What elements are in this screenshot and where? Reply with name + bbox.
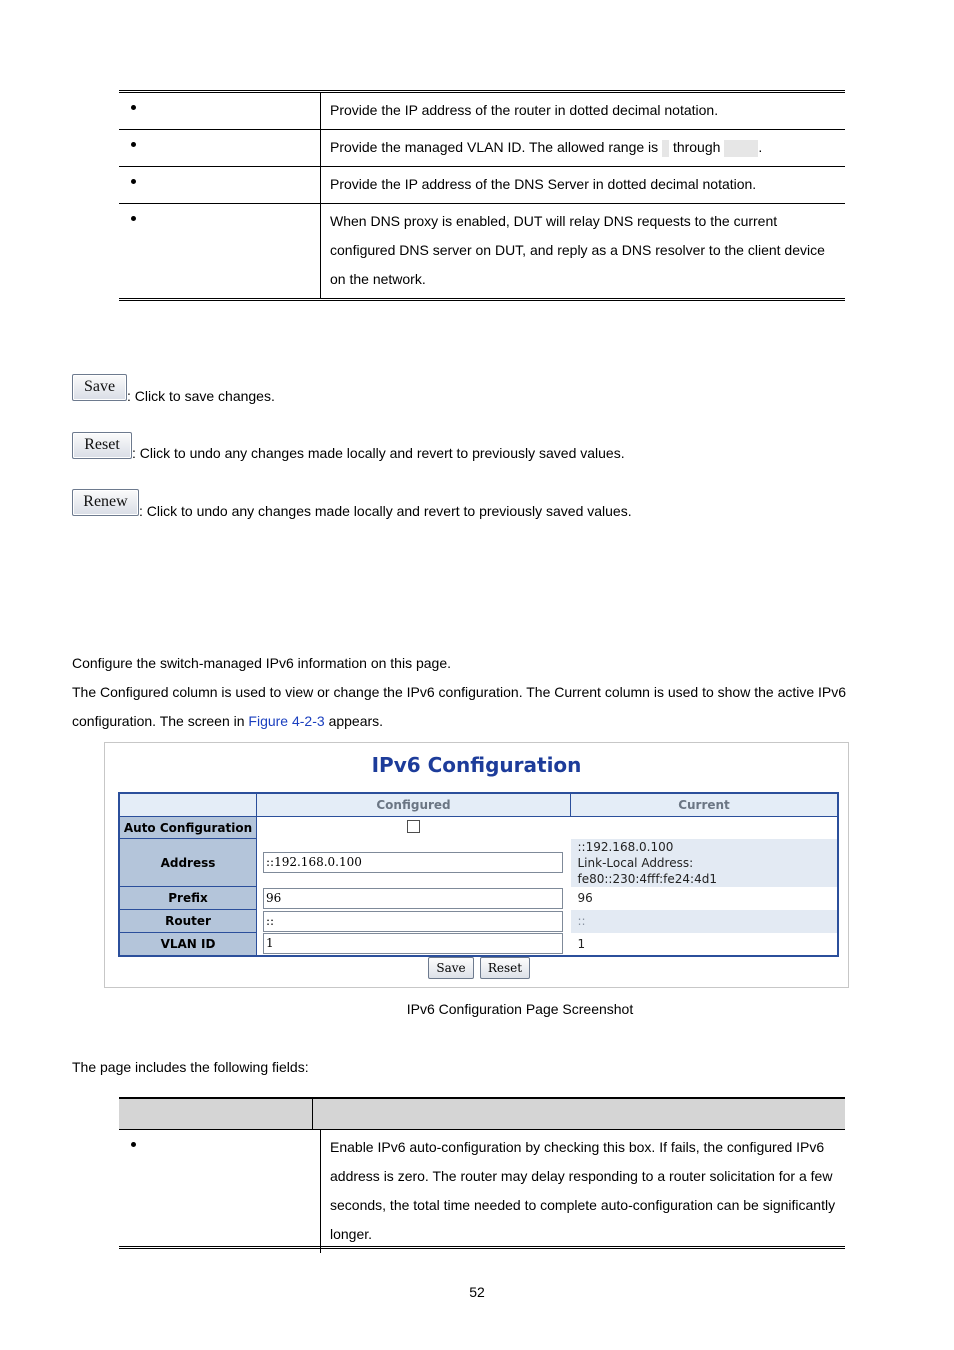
- renew-description: : Click to undo any changes made locally and revert to previously saved values.: [139, 503, 632, 519]
- bullet-icon: [131, 105, 136, 110]
- table-row: [119, 204, 845, 299]
- table-row: [119, 910, 838, 933]
- table2-bottom-rule: [119, 1246, 845, 1249]
- page-number: 52: [469, 1284, 485, 1300]
- range-max-value: [724, 140, 758, 157]
- table-row: [119, 887, 838, 910]
- column-header-configured: Configured: [257, 793, 571, 817]
- vlan-id-input[interactable]: 1: [263, 933, 563, 954]
- row-label-router: Router: [119, 910, 257, 933]
- table-row: [119, 130, 845, 167]
- prefix-input[interactable]: 96: [263, 888, 563, 909]
- current-router: ::: [571, 910, 839, 933]
- bullet-icon: [131, 179, 136, 184]
- ipv6-config-table: [118, 792, 839, 957]
- router-input[interactable]: ::: [263, 911, 563, 932]
- table-row: [119, 817, 838, 839]
- current-link-local-address: Link-Local Address: fe80::230:4fff:fe24:4d1: [577, 855, 717, 886]
- intro-line-3: configuration. The screen in Figure 4-2-3 appears.: [72, 713, 384, 729]
- reset-description: : Click to undo any changes made locally and revert to previously saved values.: [132, 445, 625, 461]
- field-table-2: [119, 1130, 845, 1253]
- table-header-row: [119, 793, 838, 817]
- intro-line-1: Configure the switch-managed IPv6 information on this page.: [72, 655, 451, 671]
- address-input[interactable]: ::192.168.0.100: [263, 852, 563, 873]
- save-description: : Click to save changes.: [127, 388, 275, 404]
- row-description: Enable IPv6 auto-configuration by checking this box. If fails, the configured IPv6 address is zero. The router may delay responding to a router solicitation for a few seconds, the total time needed to complete auto-configuration can be significantly longer.: [330, 1139, 836, 1242]
- column-header-current: Current: [571, 793, 839, 817]
- current-prefix: 96: [571, 887, 839, 910]
- bullet-icon: [131, 1142, 136, 1147]
- table2-header: [119, 1097, 845, 1130]
- table1-bottom-rule: [119, 298, 845, 301]
- figure-link[interactable]: Figure 4-2-3: [248, 713, 325, 729]
- table-row: [119, 933, 838, 956]
- bullet-icon: [131, 142, 136, 147]
- screenshot-reset-button[interactable]: Reset: [480, 957, 530, 979]
- current-address: ::192.168.0.100: [577, 839, 674, 854]
- row-label-vlan-id: VLAN ID: [119, 933, 257, 956]
- row-description: Provide the IP address of the DNS Server in dotted decimal notation.: [321, 167, 846, 204]
- renew-button[interactable]: Renew: [72, 489, 139, 516]
- ipv6-config-screenshot: [104, 742, 849, 988]
- fields-intro: The page includes the following fields:: [72, 1059, 309, 1075]
- field-table-1: [119, 93, 845, 298]
- row-label-prefix: Prefix: [119, 887, 257, 910]
- table-row: [119, 93, 845, 130]
- screenshot-save-button[interactable]: Save: [428, 957, 474, 979]
- row-label-auto-configuration: Auto Configuration: [119, 817, 257, 839]
- bullet-icon: [131, 216, 136, 221]
- reset-button[interactable]: Reset: [72, 432, 132, 459]
- range-min-value: [662, 140, 669, 157]
- table-row: [119, 1130, 845, 1253]
- intro-line-2: The Configured column is used to view or change the IPv6 configuration. The Current column is used to show the active IPv6: [72, 684, 847, 700]
- table-row: [119, 839, 838, 887]
- table-row: [119, 167, 845, 204]
- row-label-address: Address: [119, 839, 257, 887]
- row-description: Provide the IP address of the router in dotted decimal notation.: [330, 102, 719, 118]
- auto-configuration-checkbox[interactable]: [407, 820, 420, 833]
- screenshot-title: IPv6 Configuration: [371, 753, 582, 777]
- row-description: Provide the managed VLAN ID. The allowed range is through .: [321, 130, 846, 167]
- figure-caption: IPv6 Configuration Page Screenshot: [406, 1001, 634, 1017]
- save-button[interactable]: Save: [72, 374, 127, 401]
- current-vlan-id: 1: [571, 933, 839, 956]
- row-description: When DNS proxy is enabled, DUT will relay DNS requests to the current configured DNS server on DUT, and reply as a DNS resolver to the client device on the network.: [321, 204, 846, 299]
